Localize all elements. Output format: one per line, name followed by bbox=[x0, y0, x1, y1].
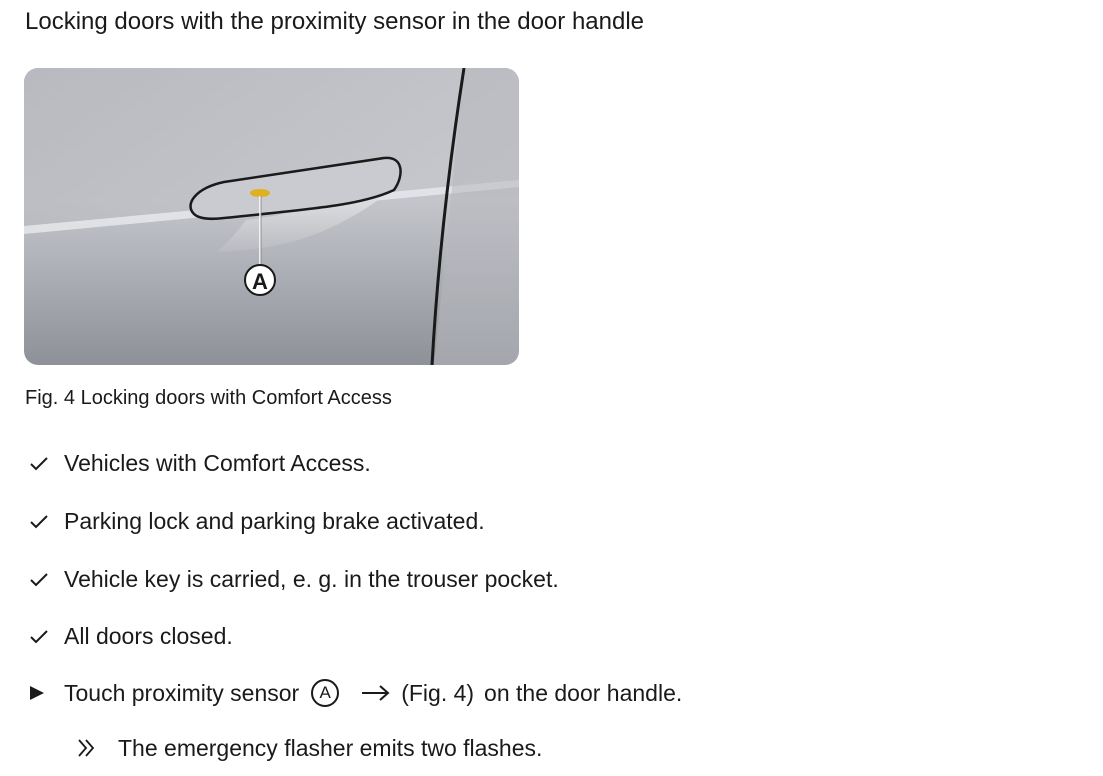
requirement-text: Vehicle key is carried, e. g. in the trouser pocket. bbox=[64, 566, 559, 592]
check-icon bbox=[28, 625, 50, 647]
result-text: The emergency flasher emits two flashes. bbox=[118, 734, 543, 761]
door-handle-illustration bbox=[24, 68, 519, 365]
door-handle-figure bbox=[24, 68, 519, 365]
step-text-after: on the door handle. bbox=[484, 679, 683, 706]
check-icon bbox=[28, 452, 50, 474]
double-chevron-right-icon bbox=[76, 737, 98, 759]
proximity-sensor-marker bbox=[250, 189, 270, 197]
requirement-item bbox=[28, 563, 559, 595]
figure-caption: Fig. 4 Locking doors with Comfort Access bbox=[25, 387, 392, 409]
action-step bbox=[28, 676, 682, 710]
requirement-text: Vehicles with Comfort Access. bbox=[64, 450, 371, 476]
sensor-marker-a: A bbox=[311, 679, 339, 707]
callout-a-label: A bbox=[252, 269, 268, 294]
requirement-item bbox=[28, 447, 371, 479]
figure-reference-link[interactable]: (Fig. 4) bbox=[401, 679, 475, 706]
check-icon bbox=[28, 510, 50, 532]
arrow-right-icon bbox=[361, 683, 391, 703]
requirement-item bbox=[28, 620, 233, 652]
page-title: Locking doors with the proximity sensor in the door handle bbox=[25, 8, 645, 35]
requirement-item bbox=[28, 505, 485, 537]
check-icon bbox=[28, 568, 50, 590]
play-triangle-icon bbox=[28, 684, 46, 702]
step-text-before: Touch proximity sensor bbox=[64, 679, 300, 706]
requirement-text: Parking lock and parking brake activated. bbox=[64, 508, 485, 534]
result-item bbox=[76, 731, 542, 765]
requirement-text: All doors closed. bbox=[64, 623, 233, 649]
